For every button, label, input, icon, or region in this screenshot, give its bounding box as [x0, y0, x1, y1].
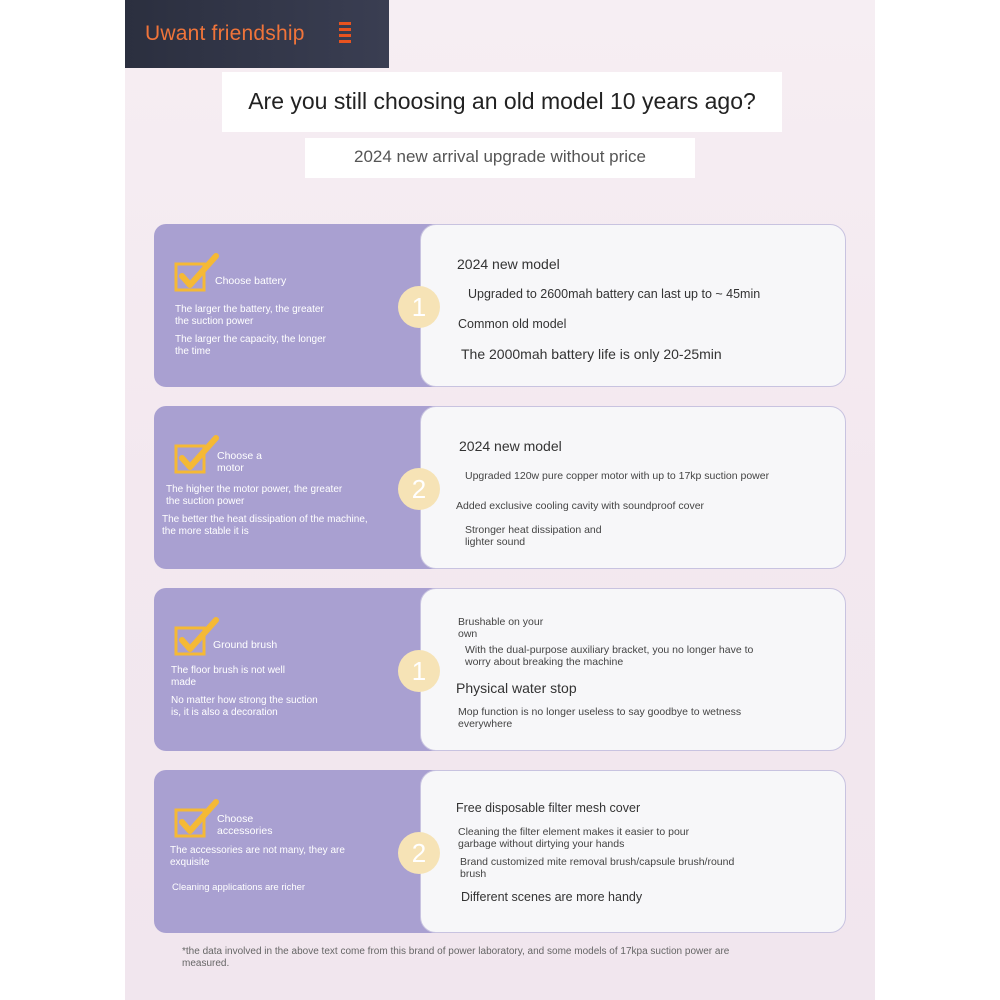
subheadline: 2024 new arrival upgrade without price — [305, 138, 695, 178]
card-point: The accessories are not many, they are — [170, 845, 345, 856]
number-badge: 2 — [398, 468, 440, 510]
checkmark-icon — [174, 798, 220, 840]
card-detail: own — [458, 628, 478, 640]
card-point: the more stable it is — [162, 526, 249, 537]
card-detail: Physical water stop — [456, 680, 577, 696]
number-badge: 2 — [398, 832, 440, 874]
card-detail: everywhere — [458, 718, 513, 730]
checkmark-icon — [174, 434, 220, 476]
card-detail: Upgraded 120w pure copper motor with up to 17kp suction power — [465, 470, 770, 482]
card-point: the suction power — [166, 496, 245, 507]
card-title: Ground brush — [213, 639, 278, 651]
checkmark-icon — [174, 252, 220, 294]
card-detail: Upgraded to 2600mah battery can last up to ~ 45min — [468, 287, 761, 301]
card-detail: Mop function is no longer useless to say goodbye to wetness — [458, 706, 742, 718]
brand-name: Uwant friendship — [145, 22, 305, 45]
feature-card-battery — [154, 224, 846, 387]
card-detail: Stronger heat dissipation and — [465, 524, 602, 536]
card-title: Choose — [217, 813, 254, 825]
card-title: motor — [217, 462, 244, 474]
card-point: Cleaning applications are richer — [172, 882, 306, 893]
card-point: The better the heat dissipation of the machine, — [162, 514, 368, 525]
card-detail: Brand customized mite removal brush/capsule brush/round — [460, 856, 735, 868]
checkmark-icon — [174, 616, 220, 658]
footnote-line: *the data involved in the above text come from this brand of power laboratory, and some models of 17kpa suction power are — [182, 946, 730, 957]
card-point: No matter how strong the suction — [171, 695, 318, 706]
footnote-line: measured. — [182, 958, 230, 969]
card-detail: Free disposable filter mesh cover — [456, 801, 641, 815]
number-badge: 1 — [398, 286, 440, 328]
card-point: exquisite — [170, 857, 210, 868]
brand-logo-icon — [339, 22, 351, 44]
card-detail: Cleaning the filter element makes it easier to pour — [458, 826, 690, 838]
card-detail: Different scenes are more handy — [461, 890, 643, 904]
card-detail: garbage without dirtying your hands — [458, 838, 625, 850]
card-right-panel — [420, 770, 846, 933]
card-point: The higher the motor power, the greater — [166, 484, 343, 495]
card-detail: brush — [460, 868, 487, 880]
card-title: Choose battery — [215, 275, 287, 287]
card-right-panel — [420, 588, 846, 751]
card-right-panel — [420, 224, 846, 387]
card-point: the suction power — [175, 316, 254, 327]
feature-card-ground-brush — [154, 588, 846, 751]
card-detail: worry about breaking the machine — [465, 656, 624, 668]
brand-header — [125, 0, 389, 68]
card-detail: 2024 new model — [459, 438, 562, 454]
card-point: made — [171, 677, 197, 688]
footnote — [182, 946, 812, 970]
card-title: accessories — [217, 825, 273, 837]
card-right-panel — [420, 406, 846, 569]
card-point: the time — [175, 346, 211, 357]
card-detail: lighter sound — [465, 536, 526, 548]
card-point: The larger the capacity, the longer — [175, 334, 327, 345]
feature-card-accessories — [154, 770, 846, 933]
card-detail: 2024 new model — [457, 256, 560, 272]
card-detail: With the dual-purpose auxiliary bracket, you no longer have to — [465, 644, 754, 656]
card-detail: Added exclusive cooling cavity with soundproof cover — [456, 500, 705, 512]
card-detail: Brushable on your — [458, 616, 544, 628]
headline: Are you still choosing an old model 10 years ago? — [222, 72, 782, 132]
card-point: is, it is also a decoration — [171, 707, 278, 718]
number-badge: 1 — [398, 650, 440, 692]
card-detail: Common old model — [458, 317, 567, 331]
card-point: The larger the battery, the greater — [175, 304, 324, 315]
card-detail: The 2000mah battery life is only 20-25min — [461, 346, 722, 362]
card-title: Choose a — [217, 450, 262, 462]
feature-card-motor — [154, 406, 846, 569]
card-point: The floor brush is not well — [171, 665, 285, 676]
